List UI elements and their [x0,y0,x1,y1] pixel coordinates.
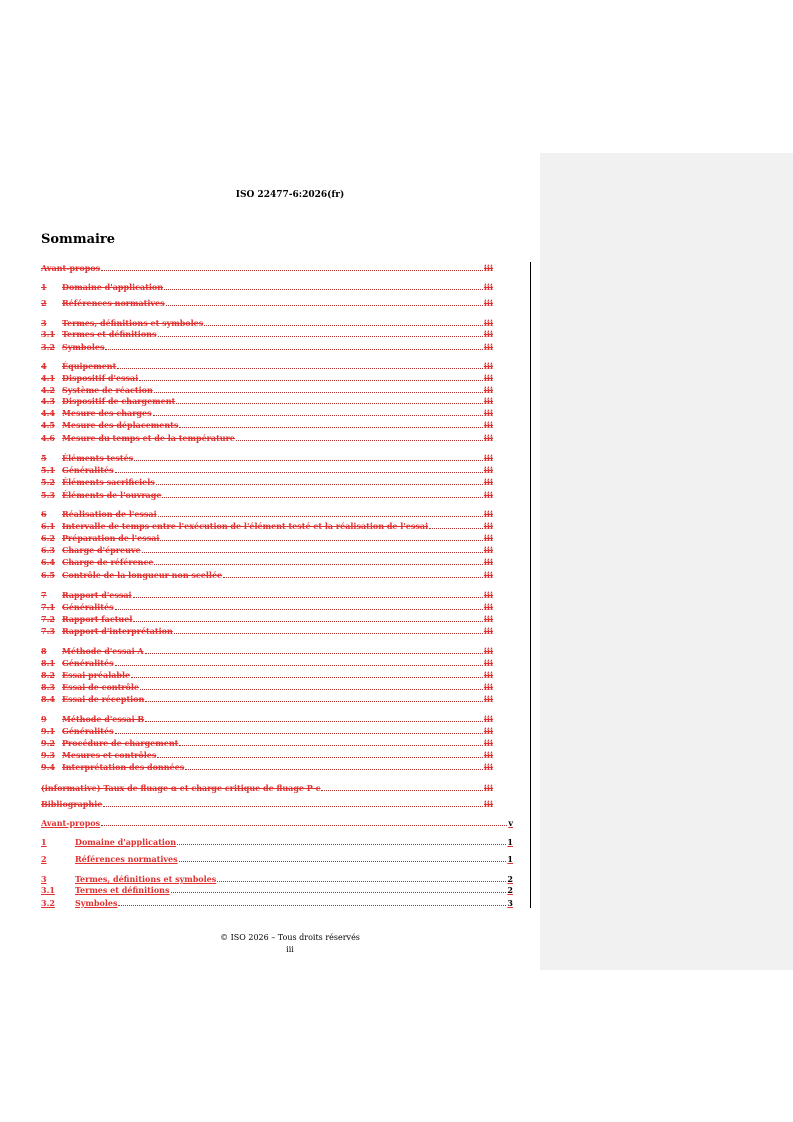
toc-entry-number: 4.1 [41,373,55,383]
document-header: ISO 22477-6:2026(fr) [235,190,345,200]
toc-dot-leader [105,343,482,350]
toc-dot-leader [177,838,506,845]
toc-entry-page: iii [483,477,493,487]
toc-dot-leader [321,784,482,791]
toc-dot-leader [164,283,483,290]
toc-entry-page: iii [483,263,493,273]
toc-entry-number: 7 [41,590,47,600]
toc-entry-title: Réalisation de l'essai [62,509,157,519]
toc-entry-number: 9.2 [41,738,55,748]
toc-entry-page: v [508,818,513,828]
toc-entry-title: Symboles [62,342,105,352]
toc-entry-title: Généralités [62,602,114,612]
toc-deleted-entry[interactable] [41,490,493,500]
toc-entry-title: Charge d'épreuve [62,545,141,555]
toc-entry-number: 8.1 [41,658,55,668]
toc-entry-page: iii [483,282,493,292]
toc-dot-leader [429,522,483,529]
toc-dot-leader [140,683,483,690]
toc-dot-leader [158,330,483,337]
toc-deleted-entry[interactable] [41,783,493,793]
toc-deleted-entry[interactable] [41,342,493,352]
toc-entry-title: Dispositif de chargement [62,396,176,406]
toc-entry-title: Intervalle de temps entre l'exécution de l'élément testé et la réalisation de l'essai [62,521,429,531]
toc-dot-leader [154,386,483,393]
toc-dot-leader [174,627,483,634]
toc-entry-number: 6 [41,509,47,519]
toc-entry-page: iii [483,490,493,500]
toc-dot-leader [133,591,483,598]
toc-deleted-entry[interactable] [41,263,493,273]
toc-entry-title: Équipement [62,361,117,371]
toc-entry-page: iii [483,521,493,531]
toc-deleted-entry[interactable] [41,433,493,443]
footer-copyright: © ISO 2026 – Tous droits réservés [220,933,360,942]
toc-entry-page: iii [483,533,493,543]
toc-entry-number: 5 [41,453,47,463]
toc-dot-leader [157,751,483,758]
toc-deleted-entry[interactable] [41,545,493,555]
toc-entry-title: Termes, définitions et symboles [75,874,217,884]
toc-entry-page: iii [483,738,493,748]
toc-deleted-entry[interactable] [41,714,493,724]
toc-heading: Sommaire [41,232,116,247]
toc-entry-number: 9 [41,714,47,724]
toc-entry-title: Avant-propos [41,263,101,273]
toc-entry-page: iii [483,453,493,463]
toc-dot-leader [145,647,483,654]
toc-entry-page: iii [483,714,493,724]
toc-dot-leader [204,319,483,326]
toc-entry-title: Éléments de l'ouvrage [62,490,162,500]
toc-entry-page: 1 [507,837,513,847]
toc-entry-page: iii [483,783,493,793]
toc-deleted-entry[interactable] [41,329,493,339]
toc-deleted-entry[interactable] [41,750,493,760]
toc-deleted-entry[interactable] [41,682,493,692]
toc-entry-title: Charge de référence [62,557,154,567]
toc-entry-title: Essai préalable [62,670,131,680]
toc-dot-leader [223,571,483,578]
toc-dot-leader [179,421,483,428]
toc-entry-page: iii [483,557,493,567]
toc-entry-number: 8.4 [41,694,55,704]
toc-entry-number: 6.3 [41,545,55,555]
toc-entry-page: iii [483,361,493,371]
toc-entry-number: 5.3 [41,490,55,500]
toc-entry-page: iii [483,762,493,772]
toc-entry-page: iii [483,694,493,704]
toc-deleted-entry[interactable] [41,762,493,772]
comment-pane [540,153,793,970]
toc-deleted-entry[interactable] [41,465,493,475]
toc-deleted-entry[interactable] [41,408,493,418]
toc-dot-leader [153,409,483,416]
toc-dot-leader [139,374,483,381]
toc-entry-title: Mesure des déplacements [62,420,179,430]
toc-entry-number: 3.2 [41,898,55,908]
toc-entry-title: Références normatives [75,854,178,864]
toc-entry-number: 9.1 [41,726,55,736]
toc-entry-page: iii [483,318,493,328]
toc-entry-number: 1 [41,282,47,292]
toc-entry-number: 6.5 [41,570,55,580]
toc-entry-page: iii [483,602,493,612]
toc-entry-title: Procédure de chargement [62,738,179,748]
toc-entry-title: Rapport d'interprétation [62,626,173,636]
toc-entry-title: Généralités [62,658,114,668]
toc-entry-title: Mesures et contrôles [62,750,157,760]
toc-entry-number: 4.5 [41,420,55,430]
toc-entry-page: iii [483,682,493,692]
toc-deleted-entry[interactable] [41,420,493,430]
toc-inserted-entry[interactable] [41,837,513,847]
toc-entry-title: Dispositif d'essai [62,373,139,383]
toc-dot-leader [118,899,506,906]
toc-entry-page: iii [483,570,493,580]
toc-entry-title: Termes et définitions [62,329,157,339]
toc-entry-page: iii [483,726,493,736]
toc-entry-title: Généralités [62,726,114,736]
toc-deleted-entry[interactable] [41,738,493,748]
toc-deleted-entry[interactable] [41,318,493,328]
toc-dot-leader [160,534,482,541]
toc-entry-number: 3.1 [41,329,55,339]
toc-dot-leader [179,739,483,746]
toc-entry-page: iii [483,590,493,600]
toc-entry-page: 3 [507,898,513,908]
toc-entry-title: Symboles [75,898,118,908]
toc-deleted-entry[interactable] [41,453,493,463]
toc-dot-leader [115,727,483,734]
toc-entry-title: Références normatives [62,298,165,308]
toc-entry-title: Préparation de l'essai [62,533,160,543]
toc-entry-number: 1 [41,837,47,847]
toc-dot-leader [115,659,483,666]
toc-entry-number: 4 [41,361,47,371]
toc-entry-number: 4.2 [41,385,55,395]
toc-deleted-entry[interactable] [41,799,493,809]
toc-entry-title: Système de réaction [62,385,153,395]
toc-inserted-entry[interactable] [41,854,513,864]
toc-entry-title: Essai de réception [62,694,145,704]
toc-dot-leader [133,615,483,622]
toc-entry-number: 8 [41,646,47,656]
toc-entry-number: 2 [41,854,47,864]
toc-dot-leader [166,299,483,306]
toc-entry-page: iii [483,433,493,443]
toc-entry-title: Essai de contrôle [62,682,139,692]
toc-entry-number: 5.1 [41,465,55,475]
toc-dot-leader [115,603,483,610]
toc-deleted-entry[interactable] [41,521,493,531]
toc-entry-number: 7.1 [41,602,55,612]
toc-entry-page: iii [483,408,493,418]
toc-entry-number: 6.4 [41,557,55,567]
toc-dot-leader [154,558,482,565]
toc-dot-leader [236,434,483,441]
toc-deleted-entry[interactable] [41,509,493,519]
toc-inserted-entry[interactable] [41,885,513,895]
toc-dot-leader [158,510,483,517]
toc-dot-leader [131,671,483,678]
toc-entry-title: Méthode d'essai A [62,646,144,656]
toc-entry-number: 3.2 [41,342,55,352]
toc-deleted-entry[interactable] [41,570,493,580]
toc-deleted-entry[interactable] [41,726,493,736]
toc-entry-page: iii [483,420,493,430]
toc-deleted-entry[interactable] [41,602,493,612]
toc-entry-title: Bibliographie [41,799,103,809]
toc-entry-page: 1 [507,854,513,864]
toc-entry-number: 7.3 [41,626,55,636]
toc-entry-title: Termes, définitions et symboles [62,318,204,328]
toc-deleted-entry[interactable] [41,670,493,680]
toc-entry-page: 2 [507,885,513,895]
toc-inserted-entry[interactable] [41,874,513,884]
toc-dot-leader [142,546,483,553]
toc-entry-page: iii [483,626,493,636]
toc-entry-number: 9.4 [41,762,55,772]
toc-deleted-entry[interactable] [41,396,493,406]
toc-entry-number: 4.3 [41,396,55,406]
toc-entry-page: iii [483,646,493,656]
toc-dot-leader [101,819,507,826]
toc-deleted-entry[interactable] [41,282,493,292]
toc-entry-page: 2 [507,874,513,884]
toc-dot-leader [101,264,483,271]
toc-dot-leader [145,695,483,702]
toc-entry-page: iii [483,509,493,519]
toc-entry-title: Éléments testés [62,453,134,463]
toc-deleted-entry[interactable] [41,373,493,383]
toc-entry-number: 7.2 [41,614,55,624]
toc-entry-title: Domaine d'application [62,282,164,292]
toc-deleted-entry[interactable] [41,533,493,543]
toc-entry-title: (informative) Taux de fluage α et charge critique de fluage P c [41,783,321,793]
toc-dot-leader [134,454,483,461]
toc-entry-number: 8.2 [41,670,55,680]
toc-entry-page: iii [483,385,493,395]
toc-entry-title: Méthode d'essai B [62,714,145,724]
toc-entry-title: Éléments sacrificiels [62,477,155,487]
toc-entry-number: 3.1 [41,885,55,895]
toc-entry-title: Rapport factuel [62,614,133,624]
toc-entry-number: 9.3 [41,750,55,760]
toc-entry-title: Mesure des charges [62,408,152,418]
toc-entry-page: iii [483,298,493,308]
toc-deleted-entry[interactable] [41,557,493,567]
toc-entry-title: Rapport d'essai [62,590,132,600]
toc-deleted-entry[interactable] [41,646,493,656]
toc-deleted-entry[interactable] [41,298,493,308]
toc-dot-leader [156,478,483,485]
toc-entry-page: iii [483,342,493,352]
toc-entry-page: iii [483,614,493,624]
toc-entry-page: iii [483,545,493,555]
toc-entry-page: iii [483,396,493,406]
toc-entry-page: iii [483,658,493,668]
footer-page-number: iii [286,945,294,954]
toc-dot-leader [117,362,483,369]
toc-dot-leader [103,800,483,807]
page-footer [0,932,580,956]
toc-entry-title: Généralités [62,465,114,475]
toc-dot-leader [171,886,507,893]
toc-entry-title: Avant-propos [41,818,101,828]
toc-dot-leader [179,855,507,862]
toc-entry-title: Termes et définitions [75,885,170,895]
toc-inserted-entry[interactable] [41,818,513,828]
toc-entry-page: iii [483,465,493,475]
toc-entry-number: 3 [41,874,47,884]
toc-entry-title: Contrôle de la longueur non scellée [62,570,223,580]
toc-dot-leader [162,491,482,498]
toc-entry-number: 3 [41,318,47,328]
toc-entry-number: 6.1 [41,521,55,531]
toc-entry-page: iii [483,373,493,383]
toc-entry-page: iii [483,329,493,339]
toc-deleted-entry[interactable] [41,590,493,600]
toc-entry-number: 5.2 [41,477,55,487]
toc-deleted-entry[interactable] [41,385,493,395]
toc-entry-number: 8.3 [41,682,55,692]
toc-entry-page: iii [483,670,493,680]
toc-entry-page: iii [483,799,493,809]
toc-entry-number: 4.6 [41,433,55,443]
change-bar [530,262,531,908]
toc-dot-leader [217,875,506,882]
toc-deleted-entry[interactable] [41,614,493,624]
toc-deleted-entry[interactable] [41,626,493,636]
toc-deleted-entry[interactable] [41,477,493,487]
toc-entry-title: Mesure du temps et de la température [62,433,235,443]
toc-dot-leader [145,715,483,722]
toc-inserted-entry[interactable] [41,898,513,908]
toc-entry-title: Domaine d'application [75,837,177,847]
toc-entry-number: 4.4 [41,408,55,418]
toc-deleted-entry[interactable] [41,694,493,704]
toc-entry-title: Interprétation des données [62,762,185,772]
toc-entry-number: 2 [41,298,47,308]
toc-deleted-entry[interactable] [41,361,493,371]
toc-dot-leader [115,466,483,473]
toc-entry-page: iii [483,750,493,760]
toc-deleted-entry[interactable] [41,658,493,668]
toc-entry-number: 6.2 [41,533,55,543]
toc-dot-leader [185,763,483,770]
toc-dot-leader [176,397,483,404]
